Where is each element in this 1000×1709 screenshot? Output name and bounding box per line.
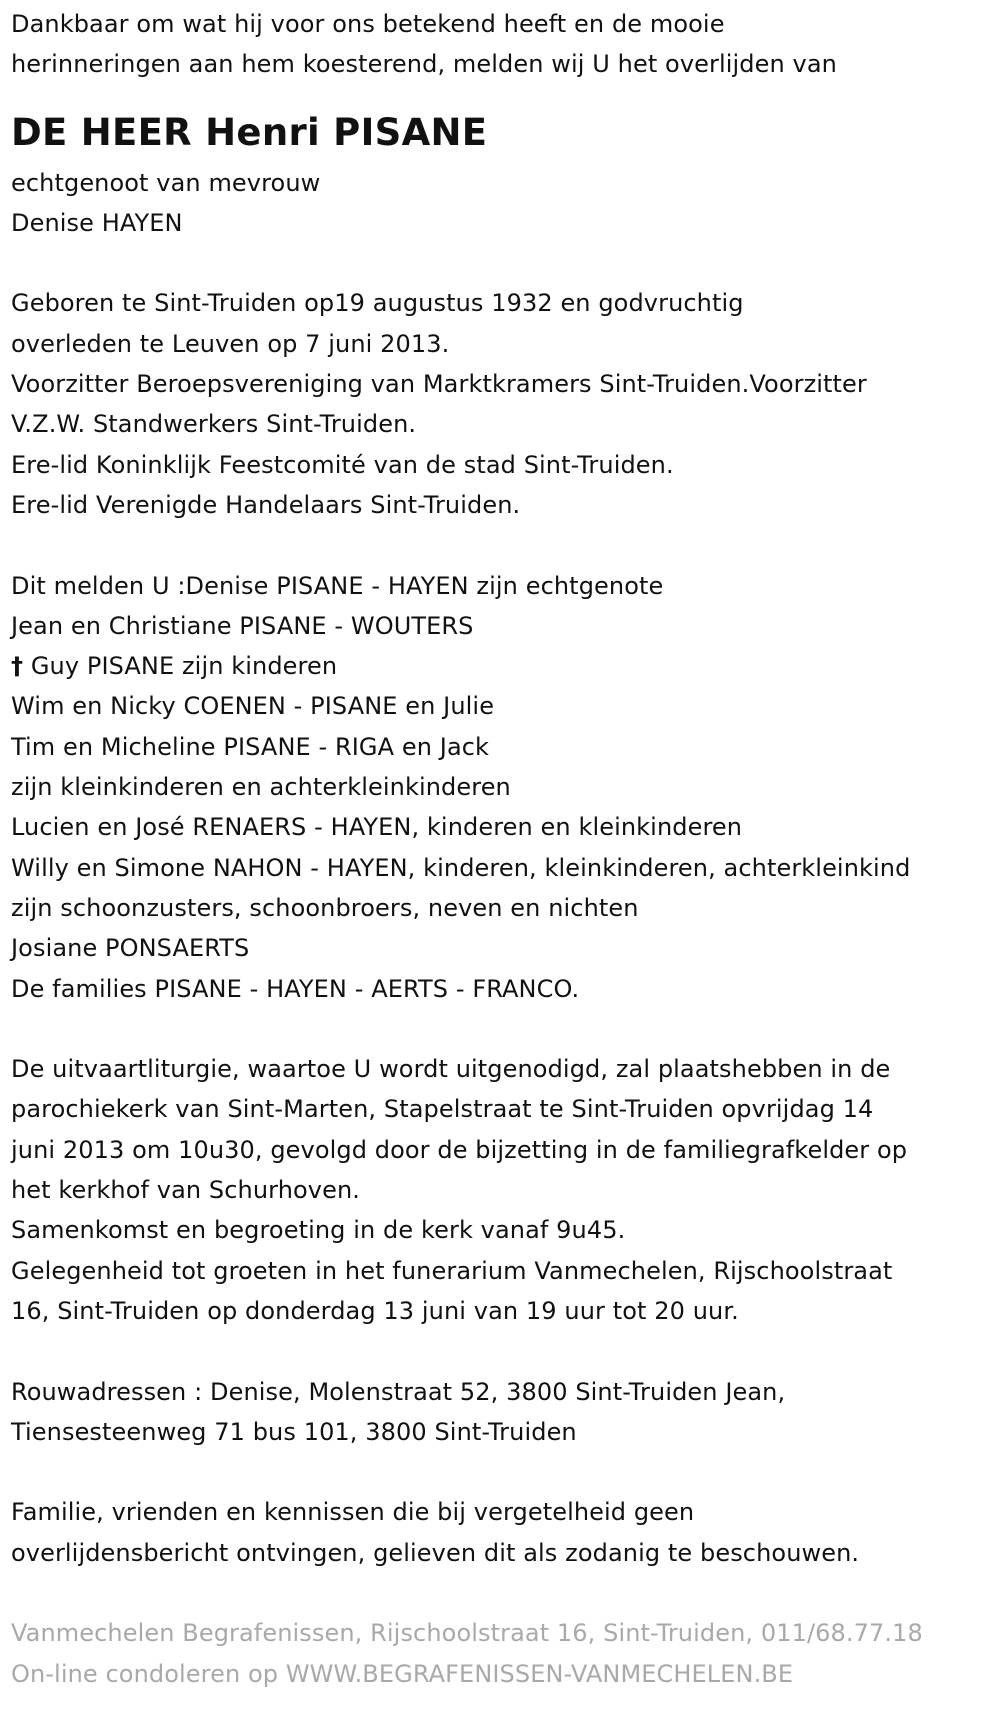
spacer <box>11 1452 996 1492</box>
spacer <box>11 525 996 565</box>
deceased-name-heading: DE HEER Henri PISANE <box>11 110 488 154</box>
funeral-line: juni 2013 om 10u30, gevolgd door de bijzetting in de familiegrafkelder op <box>11 1135 908 1164</box>
biography-line: V.Z.W. Standwerkers Sint-Truiden. <box>11 410 417 439</box>
address-line: Tiensesteenweg 71 bus 101, 3800 Sint-Truiden <box>11 1417 577 1446</box>
family-line: zijn kleinkinderen en achterkleinkinderen <box>11 773 511 802</box>
biography-section <box>11 283 996 525</box>
funeral-section <box>11 1049 996 1331</box>
notice-line: overlijdensbericht ontvingen, gelieven dit als zodanig te beschouwen. <box>11 1538 860 1567</box>
biography-line: Geboren te Sint-Truiden op19 augustus 1932 en godvruchtig <box>11 289 744 318</box>
funeral-line: parochiekerk van Sint-Marten, Stapelstraat te Sint-Truiden opvrijdag 14 <box>11 1095 874 1124</box>
biography-line: overleden te Leuven op 7 juni 2013. <box>11 329 450 358</box>
spacer <box>11 243 996 283</box>
family-line: Willy en Simone NAHON - HAYEN, kinderen, kleinkinderen, achterkleinkind <box>11 853 911 882</box>
family-line: Tim en Micheline PISANE - RIGA en Jack <box>11 732 490 761</box>
addresses-section <box>11 1372 996 1453</box>
obituary-document <box>11 4 996 1694</box>
footer-condolences: On-line condoleren op WWW.BEGRAFENISSEN-VANMECHELEN.BE <box>11 1659 794 1688</box>
spacer <box>11 1009 996 1049</box>
family-line-deceased-child <box>11 646 996 686</box>
spacer <box>11 1331 996 1371</box>
address-line: Rouwadressen : Denise, Molenstraat 52, 3800 Sint-Truiden Jean, <box>11 1377 786 1406</box>
family-section <box>11 566 996 1009</box>
intro-line: herinneringen aan hem koesterend, melden wij U het overlijden van <box>11 50 837 79</box>
biography-line: Ere-lid Koninklijk Feestcomité van de stad Sint-Truiden. <box>11 450 674 479</box>
spouse-name: Denise HAYEN <box>11 208 183 237</box>
spouse-section <box>11 163 996 244</box>
cross-icon: † <box>11 652 24 681</box>
spacer <box>11 85 996 103</box>
intro-line: Dankbaar om wat hij voor ons betekend heeft en de mooie <box>11 10 725 38</box>
family-line: Josiane PONSAERTS <box>11 934 250 963</box>
funeral-line: 16, Sint-Truiden op donderdag 13 juni van 19 uur tot 20 uur. <box>11 1296 739 1325</box>
family-line: Wim en Nicky COENEN - PISANE en Julie <box>11 692 495 721</box>
family-line: zijn schoonzusters, schoonbroers, neven en nichten <box>11 893 639 922</box>
family-line: Lucien en José RENAERS - HAYEN, kinderen en kleinkinderen <box>11 813 743 842</box>
funeral-line: Gelegenheid tot groeten in het funerarium Vanmechelen, Rijschoolstraat <box>11 1256 893 1285</box>
spacer <box>11 1573 996 1613</box>
family-line: Dit melden U :Denise PISANE - HAYEN zijn echtgenote <box>11 571 664 600</box>
family-line: De families PISANE - HAYEN - AERTS - FRANCO. <box>11 974 580 1003</box>
family-line: Jean en Christiane PISANE - WOUTERS <box>11 611 474 640</box>
funeral-line: De uitvaartliturgie, waartoe U wordt uitgenodigd, zal plaatshebben in de <box>11 1055 891 1084</box>
funeral-line: het kerkhof van Schurhoven. <box>11 1176 361 1205</box>
biography-line: Ere-lid Verenigde Handelaars Sint-Truiden. <box>11 490 521 519</box>
notice-section <box>11 1492 996 1573</box>
intro-section <box>11 4 996 85</box>
family-line-text: Guy PISANE zijn kinderen <box>23 652 338 681</box>
notice-line: Familie, vrienden en kennissen die bij vergetelheid geen <box>11 1498 695 1527</box>
funeral-line: Samenkomst en begroeting in de kerk vanaf 9u45. <box>11 1216 626 1245</box>
footer-section <box>11 1613 996 1694</box>
footer-company: Vanmechelen Begrafenissen, Rijschoolstraat 16, Sint-Truiden, 011/68.77.18 <box>11 1619 923 1648</box>
spouse-line: echtgenoot van mevrouw <box>11 168 321 197</box>
biography-line: Voorzitter Beroepsvereniging van Marktkramers Sint-Truiden.Voorzitter <box>11 370 867 399</box>
